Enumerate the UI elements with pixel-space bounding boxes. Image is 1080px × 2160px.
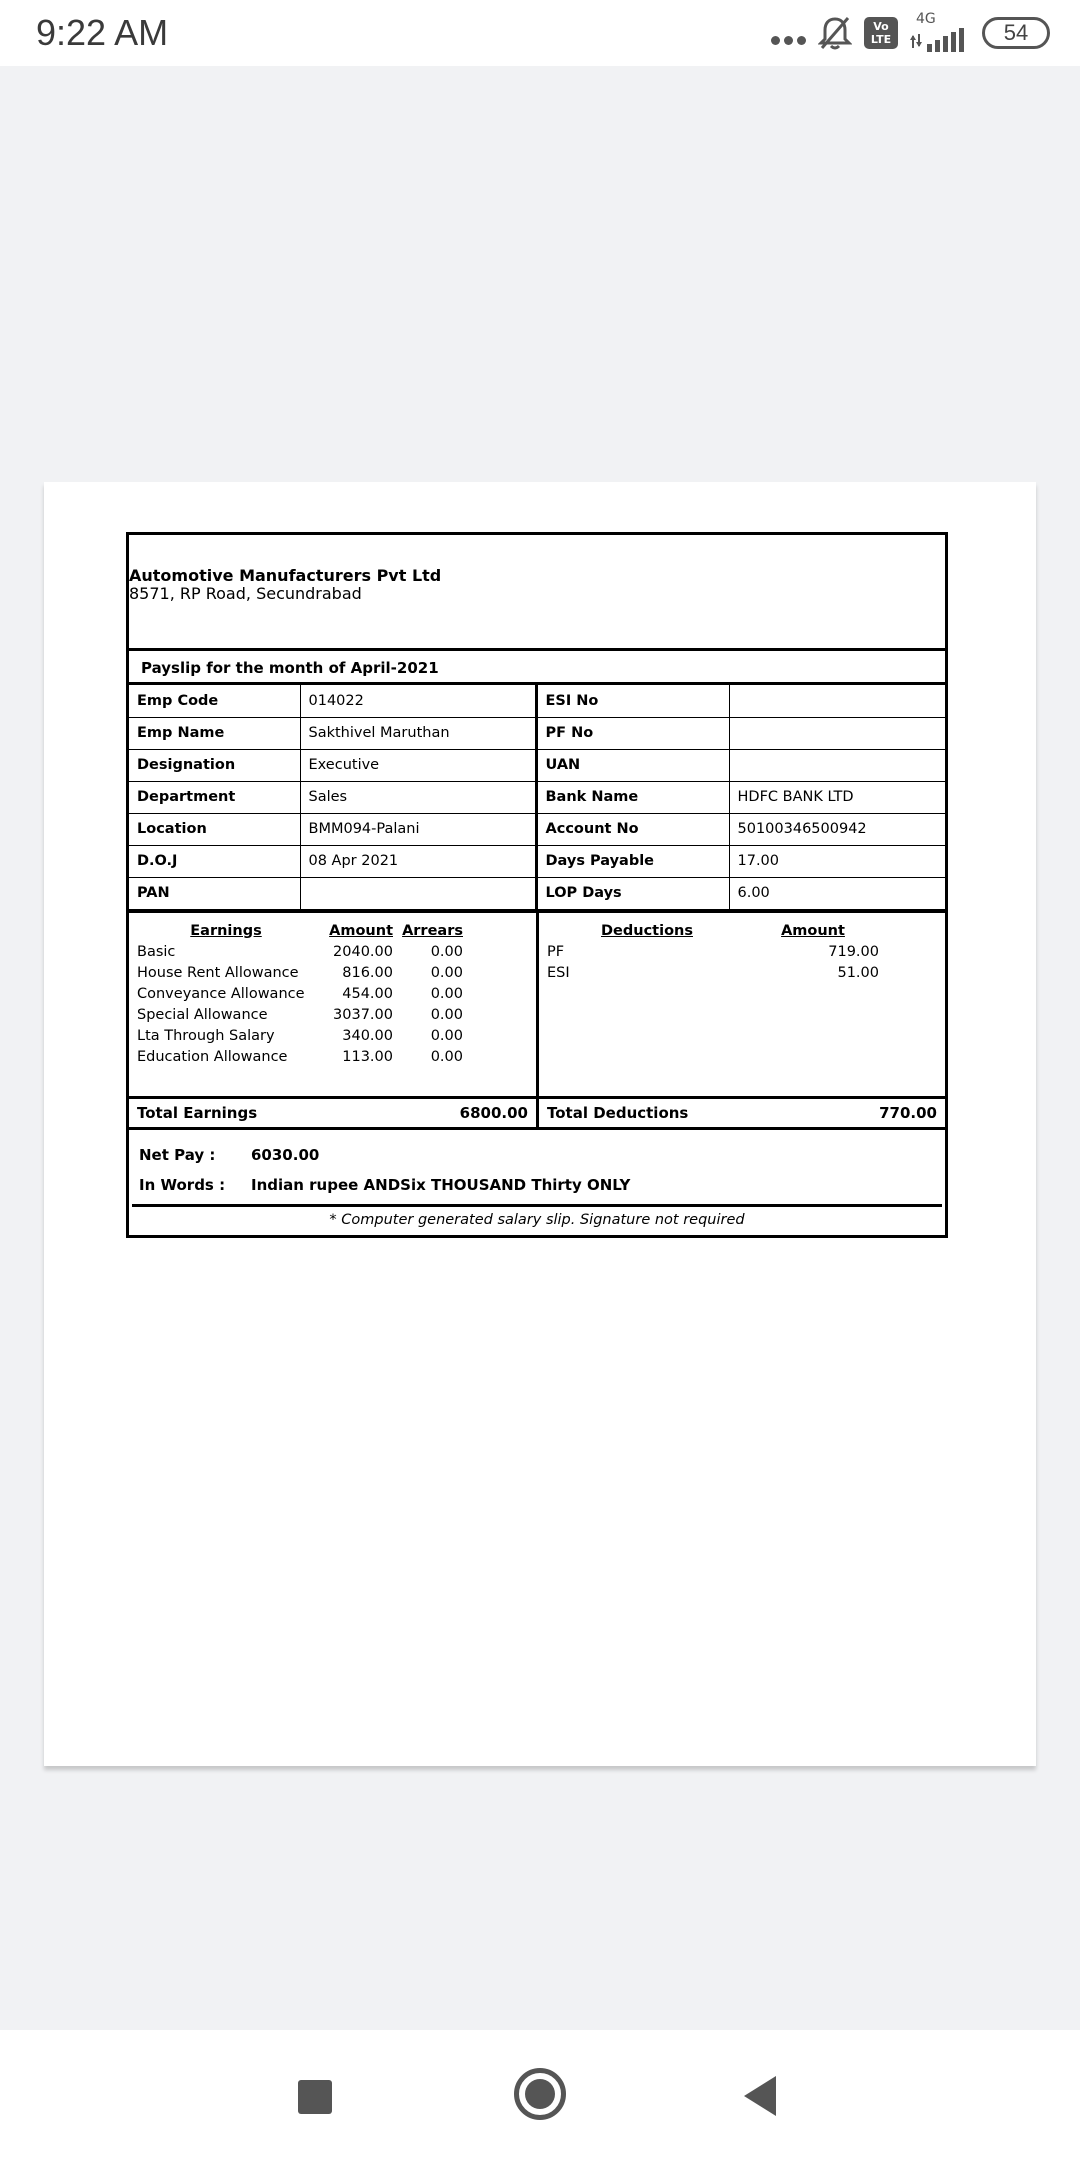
total-deductions xyxy=(539,1099,945,1127)
earning-name: Conveyance Allowance xyxy=(137,985,305,1002)
payslip-title: Payslip for the month of April-2021 xyxy=(129,651,945,685)
info-label: Bank Name xyxy=(536,781,729,813)
info-value: 17.00 xyxy=(729,845,945,877)
document-page[interactable] xyxy=(44,482,1036,1766)
earning-arrears: 0.00 xyxy=(430,985,463,1002)
info-value: 6.00 xyxy=(729,877,945,909)
company-address: 8571, RP Road, Secundrabad xyxy=(129,584,362,603)
info-value xyxy=(729,685,945,717)
notifications-muted-icon xyxy=(818,15,852,51)
net-pay-words-label: In Words : xyxy=(139,1175,226,1194)
earning-amount: 3037.00 xyxy=(333,1006,393,1023)
earnings-row xyxy=(137,963,536,984)
total-earnings-label: Total Earnings xyxy=(137,1103,258,1122)
home-button[interactable] xyxy=(514,2068,566,2120)
total-earnings-value: 6800.00 xyxy=(459,1103,528,1122)
recent-apps-button[interactable] xyxy=(298,2080,332,2114)
status-bar xyxy=(0,0,1080,66)
network-type-label: 4G xyxy=(916,11,936,27)
info-row xyxy=(129,845,945,877)
footnote: * Computer generated salary slip. Signature not required xyxy=(329,1211,745,1228)
earnings-arrears-header: Arrears xyxy=(402,922,463,939)
navigation-bar xyxy=(0,2030,1080,2160)
info-label: ESI No xyxy=(536,685,729,717)
earning-amount: 113.00 xyxy=(342,1048,393,1065)
totals-row xyxy=(129,1096,945,1130)
employee-info-table xyxy=(129,685,945,910)
deductions-row xyxy=(547,942,945,963)
deductions-amount-header: Amount xyxy=(781,922,845,939)
earnings-header: Earnings xyxy=(190,922,262,939)
back-button[interactable] xyxy=(744,2076,776,2116)
info-value: 50100346500942 xyxy=(729,813,945,845)
earnings-row xyxy=(137,942,536,963)
earning-name: Basic xyxy=(137,943,176,960)
info-label: UAN xyxy=(536,749,729,781)
info-label: PAN xyxy=(129,877,300,909)
signal-strength-icon xyxy=(910,28,970,54)
more-notifications-icon xyxy=(771,36,806,45)
info-label: Days Payable xyxy=(536,845,729,877)
earning-arrears: 0.00 xyxy=(430,1027,463,1044)
earnings-amount-header: Amount xyxy=(329,922,393,939)
info-row xyxy=(129,813,945,845)
info-value: 08 Apr 2021 xyxy=(300,845,536,877)
info-value: 014022 xyxy=(300,685,536,717)
net-pay-row xyxy=(139,1140,935,1170)
info-label: Designation xyxy=(129,749,300,781)
info-value xyxy=(729,717,945,749)
info-row xyxy=(129,685,945,717)
info-row xyxy=(129,749,945,781)
earning-name: Special Allowance xyxy=(137,1006,268,1023)
deductions-section xyxy=(539,913,945,1096)
earning-arrears: 0.00 xyxy=(430,964,463,981)
deductions-row xyxy=(547,963,945,984)
earning-amount: 2040.00 xyxy=(333,943,393,960)
total-deductions-label: Total Deductions xyxy=(547,1103,689,1122)
earning-arrears: 0.00 xyxy=(430,1048,463,1065)
earning-name: Education Allowance xyxy=(137,1048,288,1065)
info-label: Department xyxy=(129,781,300,813)
net-pay-section xyxy=(129,1130,945,1200)
net-pay-words-value: Indian rupee ANDSix THOUSAND Thirty ONLY xyxy=(251,1175,631,1194)
info-value: Sales xyxy=(300,781,536,813)
info-label: LOP Days xyxy=(536,877,729,909)
info-label: Account No xyxy=(536,813,729,845)
earnings-deductions-section xyxy=(129,910,945,1096)
earning-arrears: 0.00 xyxy=(430,1006,463,1023)
net-pay-words-row xyxy=(139,1170,935,1200)
info-row xyxy=(129,781,945,813)
deduction-name: PF xyxy=(547,943,565,960)
payslip xyxy=(126,532,948,1238)
info-label: Location xyxy=(129,813,300,845)
earnings-row xyxy=(137,984,536,1005)
earnings-header-row xyxy=(137,921,536,942)
mobile-signal xyxy=(910,12,970,54)
total-deductions-value: 770.00 xyxy=(879,1103,937,1122)
info-label: Emp Code xyxy=(129,685,300,717)
deductions-header-row xyxy=(547,921,945,942)
info-row xyxy=(129,877,945,909)
status-icons xyxy=(771,12,1050,54)
company-name: Automotive Manufacturers Pvt Ltd xyxy=(129,566,442,585)
earnings-row xyxy=(137,1005,536,1026)
earning-amount: 816.00 xyxy=(342,964,393,981)
earning-name: House Rent Allowance xyxy=(137,964,299,981)
info-row xyxy=(129,717,945,749)
earnings-section xyxy=(129,913,539,1096)
company-header xyxy=(129,535,945,651)
earning-name: Lta Through Salary xyxy=(137,1027,275,1044)
info-label: PF No xyxy=(536,717,729,749)
total-earnings xyxy=(129,1099,539,1127)
info-value: Sakthivel Maruthan xyxy=(300,717,536,749)
info-label: Emp Name xyxy=(129,717,300,749)
info-label: D.O.J xyxy=(129,845,300,877)
earning-amount: 340.00 xyxy=(342,1027,393,1044)
earning-amount: 454.00 xyxy=(342,985,393,1002)
earning-arrears: 0.00 xyxy=(430,943,463,960)
volte-icon: Vo LTE xyxy=(864,17,898,49)
deduction-amount: 719.00 xyxy=(828,943,879,960)
deduction-amount: 51.00 xyxy=(837,964,879,981)
deduction-name: ESI xyxy=(547,964,570,981)
battery-icon: 54 xyxy=(982,17,1050,49)
info-value: BMM094-Palani xyxy=(300,813,536,845)
net-pay-label: Net Pay : xyxy=(139,1145,216,1164)
info-value xyxy=(729,749,945,781)
earnings-row xyxy=(137,1026,536,1047)
info-value: Executive xyxy=(300,749,536,781)
deductions-header: Deductions xyxy=(601,922,693,939)
info-value: HDFC BANK LTD xyxy=(729,781,945,813)
net-pay-value: 6030.00 xyxy=(251,1145,320,1164)
status-time: 9:22 AM xyxy=(36,12,169,53)
info-value xyxy=(300,877,536,909)
earnings-row xyxy=(137,1047,536,1068)
